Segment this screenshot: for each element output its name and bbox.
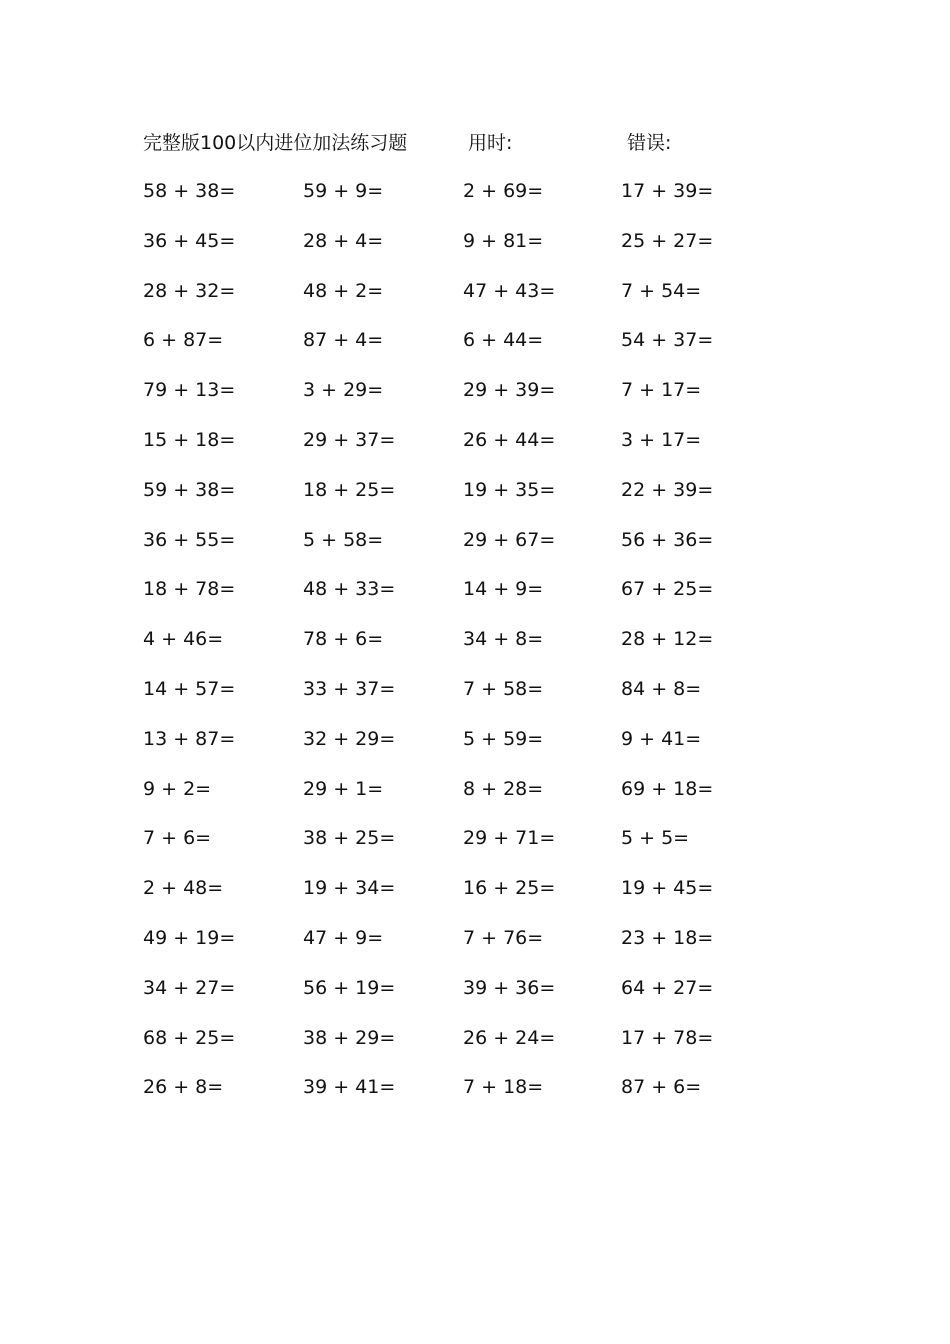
error-count-label: 错误:	[627, 132, 672, 154]
worksheet-title: 完整版100以内进位加法练习题	[143, 132, 408, 154]
problem-col3-row-2: 9 + 81=	[463, 230, 544, 252]
problem-col4-row-12: 9 + 41=	[621, 728, 702, 750]
problem-col4-row-10: 28 + 12=	[621, 628, 714, 650]
problem-col1-row-4: 6 + 87=	[143, 329, 224, 351]
problem-col3-row-6: 26 + 44=	[463, 429, 556, 451]
problem-col2-row-6: 29 + 37=	[303, 429, 396, 451]
problem-col4-row-14: 5 + 5=	[621, 827, 690, 849]
problem-col3-row-4: 6 + 44=	[463, 329, 544, 351]
problem-col2-row-9: 48 + 33=	[303, 578, 396, 600]
problem-col1-row-5: 79 + 13=	[143, 379, 236, 401]
problem-col2-row-2: 28 + 4=	[303, 230, 384, 252]
problem-col1-row-2: 36 + 45=	[143, 230, 236, 252]
problem-col2-row-7: 18 + 25=	[303, 479, 396, 501]
problem-col2-row-8: 5 + 58=	[303, 529, 384, 551]
problem-col1-row-3: 28 + 32=	[143, 280, 236, 302]
problem-col1-row-16: 49 + 19=	[143, 927, 236, 949]
problem-col3-row-5: 29 + 39=	[463, 379, 556, 401]
problem-col2-row-12: 32 + 29=	[303, 728, 396, 750]
problem-col4-row-19: 87 + 6=	[621, 1076, 702, 1098]
problem-col1-row-10: 4 + 46=	[143, 628, 224, 650]
problem-col2-row-5: 3 + 29=	[303, 379, 384, 401]
problem-col3-row-1: 2 + 69=	[463, 180, 544, 202]
problem-col1-row-17: 34 + 27=	[143, 977, 236, 999]
time-used-label: 用时:	[468, 132, 513, 154]
problem-col4-row-16: 23 + 18=	[621, 927, 714, 949]
problem-col1-row-14: 7 + 6=	[143, 827, 212, 849]
problem-col3-row-10: 34 + 8=	[463, 628, 544, 650]
problem-col3-row-12: 5 + 59=	[463, 728, 544, 750]
problem-col1-row-12: 13 + 87=	[143, 728, 236, 750]
problem-col4-row-2: 25 + 27=	[621, 230, 714, 252]
problem-col1-row-6: 15 + 18=	[143, 429, 236, 451]
problem-col2-row-17: 56 + 19=	[303, 977, 396, 999]
problem-col3-row-13: 8 + 28=	[463, 778, 544, 800]
problem-col4-row-6: 3 + 17=	[621, 429, 702, 451]
problem-col2-row-10: 78 + 6=	[303, 628, 384, 650]
problem-col3-row-8: 29 + 67=	[463, 529, 556, 551]
problem-col3-row-15: 16 + 25=	[463, 877, 556, 899]
problem-col3-row-11: 7 + 58=	[463, 678, 544, 700]
problem-col2-row-13: 29 + 1=	[303, 778, 384, 800]
problem-col1-row-1: 58 + 38=	[143, 180, 236, 202]
problem-col1-row-13: 9 + 2=	[143, 778, 212, 800]
problem-col3-row-3: 47 + 43=	[463, 280, 556, 302]
problem-col4-row-11: 84 + 8=	[621, 678, 702, 700]
problem-col3-row-9: 14 + 9=	[463, 578, 544, 600]
problem-col2-row-1: 59 + 9=	[303, 180, 384, 202]
problem-col3-row-7: 19 + 35=	[463, 479, 556, 501]
problem-col2-row-11: 33 + 37=	[303, 678, 396, 700]
problem-col4-row-9: 67 + 25=	[621, 578, 714, 600]
problem-col4-row-18: 17 + 78=	[621, 1027, 714, 1049]
problem-col4-row-3: 7 + 54=	[621, 280, 702, 302]
problem-col4-row-17: 64 + 27=	[621, 977, 714, 999]
problem-col4-row-4: 54 + 37=	[621, 329, 714, 351]
problem-col4-row-1: 17 + 39=	[621, 180, 714, 202]
problem-col4-row-7: 22 + 39=	[621, 479, 714, 501]
problem-col2-row-18: 38 + 29=	[303, 1027, 396, 1049]
problem-col4-row-5: 7 + 17=	[621, 379, 702, 401]
problem-col1-row-9: 18 + 78=	[143, 578, 236, 600]
problem-col1-row-11: 14 + 57=	[143, 678, 236, 700]
problem-col4-row-8: 56 + 36=	[621, 529, 714, 551]
problem-col4-row-13: 69 + 18=	[621, 778, 714, 800]
problem-col1-row-15: 2 + 48=	[143, 877, 224, 899]
problem-col2-row-3: 48 + 2=	[303, 280, 384, 302]
problem-col2-row-16: 47 + 9=	[303, 927, 384, 949]
problem-col1-row-7: 59 + 38=	[143, 479, 236, 501]
problem-col4-row-15: 19 + 45=	[621, 877, 714, 899]
problem-col1-row-19: 26 + 8=	[143, 1076, 224, 1098]
problem-col2-row-4: 87 + 4=	[303, 329, 384, 351]
problem-col3-row-14: 29 + 71=	[463, 827, 556, 849]
problem-col2-row-14: 38 + 25=	[303, 827, 396, 849]
problem-col3-row-16: 7 + 76=	[463, 927, 544, 949]
problem-col1-row-18: 68 + 25=	[143, 1027, 236, 1049]
problem-col3-row-17: 39 + 36=	[463, 977, 556, 999]
problem-col3-row-18: 26 + 24=	[463, 1027, 556, 1049]
problem-col2-row-15: 19 + 34=	[303, 877, 396, 899]
problem-col2-row-19: 39 + 41=	[303, 1076, 396, 1098]
problem-col1-row-8: 36 + 55=	[143, 529, 236, 551]
problem-col3-row-19: 7 + 18=	[463, 1076, 544, 1098]
